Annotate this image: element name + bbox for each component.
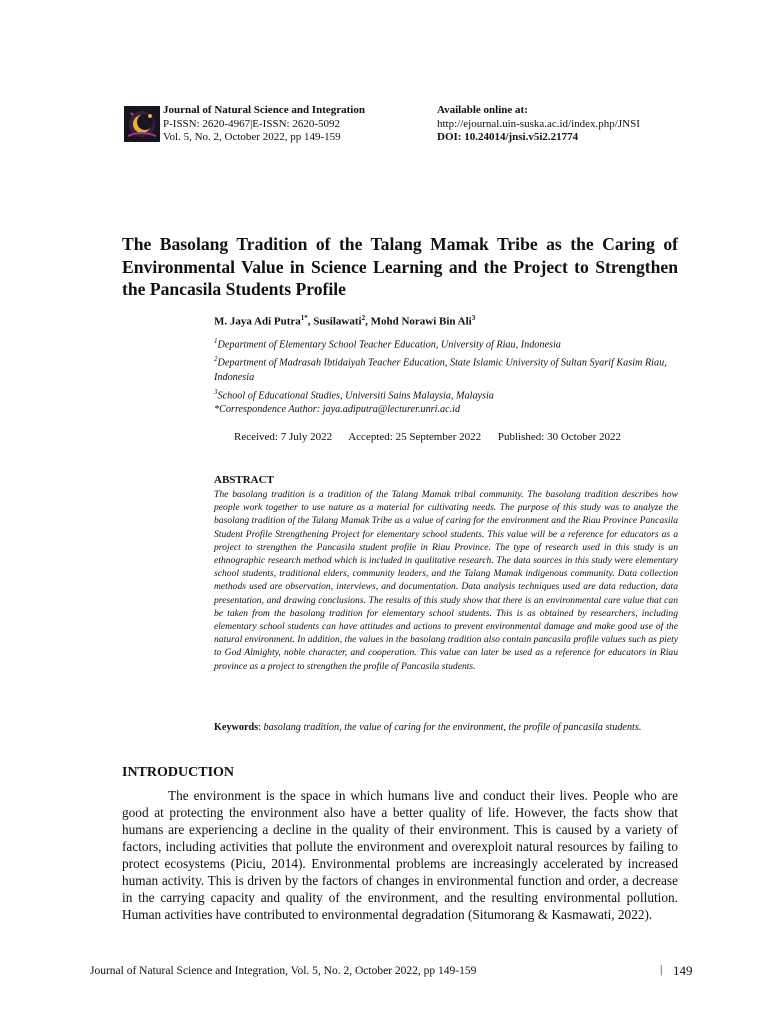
- page-footer: Journal of Natural Science and Integration, Vol. 5, No. 2, October 2022, pp 149-159: [90, 965, 477, 977]
- author-sup: 3: [471, 314, 476, 322]
- author-sup: 1*: [300, 314, 308, 322]
- affiliation: [214, 334, 678, 352]
- author-list: M. Jaya Adi Putra$^{1*}$, Susilawati$^2$, Mohd Norawi Bin Ali$^3$: [214, 314, 476, 328]
- keywords-text: basolang tradition, the value of caring for the environment, the profile of pancasila students.: [263, 722, 642, 733]
- crescent-star-logo-icon: [124, 106, 160, 142]
- abstract-heading: ABSTRACT: [214, 474, 274, 486]
- section-heading: INTRODUCTION: [122, 765, 235, 780]
- journal-url[interactable]: http://ejournal.uin-suska.ac.id/index.php/JNSI: [437, 117, 640, 130]
- journal-volume: Vol. 5, No. 2, October 2022, pp 149-159: [163, 131, 341, 143]
- available-label: Available online at:: [437, 104, 528, 116]
- affiliation-text: Department of Madrasah Ibtidaiyah Teacher Education, State Islamic University of Sultan Syarif Kasim Riau, Indonesia: [214, 357, 667, 383]
- accepted-date: Accepted: 25 September 2022: [348, 431, 482, 443]
- affiliations: [214, 334, 678, 403]
- published-date: Published: 30 October 2022: [497, 431, 622, 443]
- journal-header: [124, 104, 684, 148]
- author-name: M. Jaya Adi Putra: [214, 315, 301, 328]
- journal-name: Journal of Natural Science and Integration: [163, 104, 365, 116]
- author-sup: 2: [361, 314, 366, 322]
- affiliation-sup: 1: [214, 337, 218, 345]
- affiliation: [214, 352, 678, 384]
- abstract-text: The basolang tradition is a tradition of the Talang Mamak tribal community. The basolang tradition describes how people work together to use nature as a material for cultivating needs. The purpose of this study was to analyze the basolang tradition of the Talang Mamak Tribe as a value of caring for the environment and the Riau Province Pancasila Student Profile Strengthening Project for elementary school students. This value will be a reference for educators as a project to strengthen the Pancasila student profile in Riau Province. The type of research used in this study is an ethnographic research method which is included in qualitative research. The data sources in this study were elementary school students, traditional elders, community leaders, and the Talang Mamak indigenous community. Data collection methods used are observation, interviews, and documentation. Data analysis techniques used are data reduction, data presentation, and drawing conclusions. The results of this study show that there is an environmental care value that can be taken from the basolang tradition for elementary school students. This is as obtained by researchers, including elementary school students can have attitudes and actions to prevent environmental damage and make good use of the natural environment. In addition, the values in the basolang tradition also contain pancasila profile values such as piety to God Almighty, noble character, and cooperation. This value can later be used as a reference for educators in Riau province as a project to strengthen the profile of Pancasila students.: [214, 489, 678, 672]
- paragraph-text: The environment is the space in which humans live and conduct their lives. People who are good at protecting the environment also have a better quality of life. However, the facts show that humans are experiencing a decline in the quality of their environment. This is caused by a variety of factors, including activities that pollute the environment and overexploit natural resources by failing to protect ecosystems (Piciu, 2014). Environmental problems are increasingly accelerated by increased human activity. This is driven by the factors of changes in environmental function and order, a decrease in the carrying capacity and quality of the environment, and the resulting environmental pollution. Human activities have contributed to environmental degradation (Situmorang & Kasmawati, 2022).: [122, 788, 678, 922]
- journal-issn: P-ISSN: 2620-4967|E-ISSN: 2620-5092: [163, 117, 340, 130]
- affiliation: [214, 385, 678, 403]
- journal-info: [163, 104, 365, 145]
- keywords-label: Keywords: [214, 722, 259, 733]
- body-paragraph: [122, 787, 678, 923]
- paper-title: The Basolang Tradition of the Talang Mamak Tribe as the Caring of Environmental Value in Science Learning and the Project to Strengthen the Pancasila Students Profile: [122, 234, 678, 299]
- page-number: 149: [673, 963, 693, 978]
- affiliation-text: Department of Elementary School Teacher Education, University of Riau, Indonesia: [217, 339, 561, 351]
- publication-dates: [234, 431, 698, 443]
- doi[interactable]: DOI: 10.24014/jnsi.v5i2.21774: [437, 131, 579, 143]
- keywords: Keywords: basolang tradition, the value of caring for the environment, the profile of pancasila students.: [214, 722, 642, 733]
- received-date: Received: 7 July 2022: [234, 431, 333, 443]
- affiliation-text: School of Educational Studies, Universiti Sains Malaysia, Malaysia: [217, 390, 494, 402]
- correspondence: *Correspondence Author: jaya.adiputra@lecturer.unri.ac.id: [214, 404, 461, 415]
- author-name: Mohd Norawi Bin Ali: [370, 315, 472, 328]
- author-name: Susilawati: [313, 315, 362, 328]
- affiliation-sup: 2: [214, 355, 218, 364]
- affiliation-sup: 3: [214, 387, 218, 396]
- footer-separator: |: [660, 964, 663, 976]
- online-info: [437, 104, 640, 145]
